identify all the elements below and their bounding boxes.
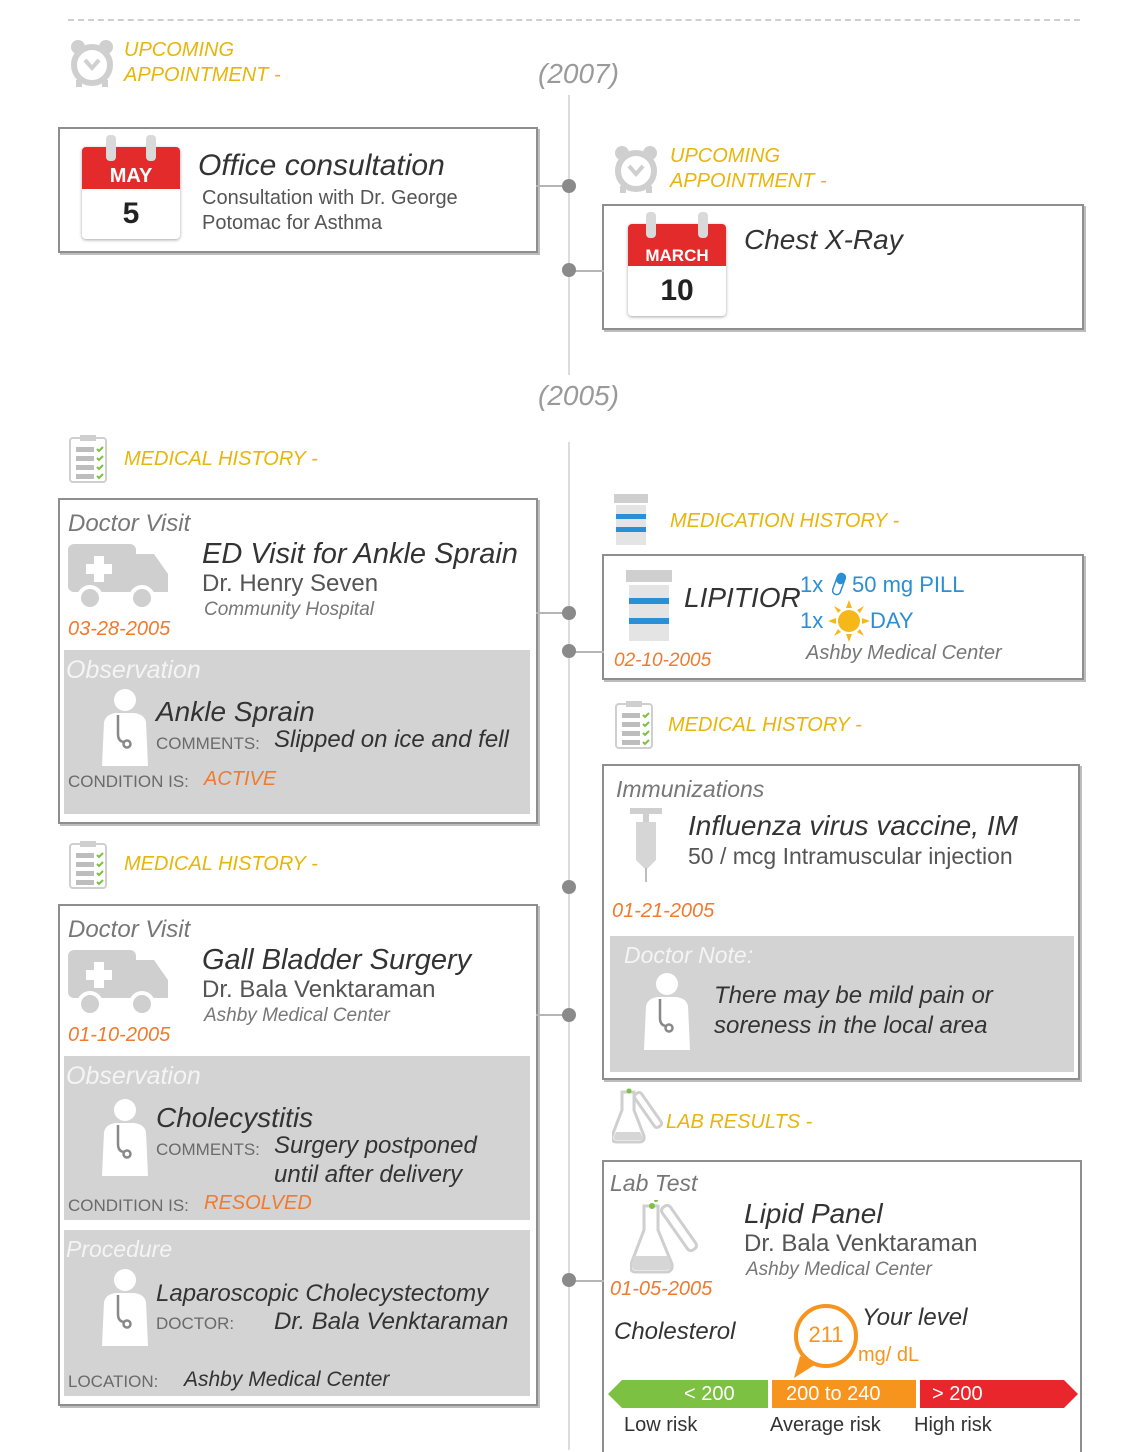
doctor-icon — [640, 972, 694, 1052]
condition-label: CONDITION IS: — [68, 1196, 189, 1215]
card-type: Lab Test — [610, 1170, 698, 1196]
timeline-line — [568, 442, 570, 1450]
checklist-icon — [614, 700, 654, 750]
doctor-label: DOCTOR: — [156, 1314, 235, 1333]
metric-label: Cholesterol — [614, 1318, 736, 1345]
card-type: Doctor Visit — [68, 916, 191, 943]
appointment-desc: Consultation with Dr. George — [202, 187, 458, 209]
comments-text: until after delivery — [274, 1161, 463, 1188]
ambulance-icon — [68, 946, 172, 1020]
calendar-icon: MARCH 10 — [628, 224, 726, 316]
lab-card[interactable] — [602, 1160, 1082, 1452]
condition-label: CONDITION IS: — [68, 772, 189, 791]
calendar-day: 5 — [122, 197, 140, 231]
year-label: (2005) — [538, 380, 619, 411]
lab-title: Lipid Panel — [744, 1198, 883, 1229]
observation-block — [64, 650, 530, 814]
visit-location: Ashby Medical Center — [204, 1005, 390, 1026]
risk-range-low: < 200 — [684, 1383, 735, 1405]
syringe-icon — [626, 808, 666, 882]
dose-count: 1x — [800, 572, 824, 597]
lab-doctor: Dr. Bala Venktaraman — [744, 1230, 978, 1257]
pill-bottle-icon — [626, 570, 672, 642]
appointment-title: Office consultation — [198, 149, 445, 182]
comments-label: COMMENTS: — [156, 734, 260, 753]
doctor-icon — [98, 1268, 152, 1348]
timeline-dot — [562, 880, 576, 894]
timeline-line — [568, 95, 570, 375]
risk-label-low: Low risk — [624, 1414, 698, 1436]
section-title: LAB RESULTS - — [666, 1111, 813, 1133]
procedure-location: Ashby Medical Center — [184, 1368, 390, 1391]
immunization-card[interactable] — [602, 764, 1080, 1080]
your-level-label: Your level — [862, 1304, 968, 1331]
timeline-dot — [562, 1273, 576, 1287]
doctor-note-block — [610, 936, 1074, 1072]
timeline-dot — [562, 1008, 576, 1022]
level-bubble — [790, 1302, 862, 1380]
visit-doctor: Dr. Henry Seven — [202, 570, 379, 597]
visit-location: Community Hospital — [204, 599, 374, 620]
alarm-clock-icon — [68, 38, 116, 88]
section-title: MEDICAL HISTORY - — [124, 448, 318, 470]
procedure-block — [64, 1230, 530, 1396]
observation-block — [64, 1056, 530, 1220]
location-label: LOCATION: — [68, 1372, 159, 1391]
level-unit: mg/ dL — [858, 1344, 920, 1366]
lab-date: 01-05-2005 — [610, 1278, 713, 1300]
frequency-count: 1x — [800, 608, 824, 633]
condition-status: ACTIVE — [204, 768, 277, 790]
section-title: UPCOMING APPOINTMENT - — [670, 145, 827, 192]
history-card[interactable] — [58, 498, 538, 824]
visit-date: 03-28-2005 — [68, 618, 171, 640]
medication-name: LIPITIOR — [684, 582, 801, 613]
medication-card[interactable] — [602, 554, 1084, 680]
condition-status: RESOLVED — [204, 1192, 312, 1214]
sun-icon — [828, 600, 870, 642]
vaccine-title: Influenza virus vaccine, IM — [688, 810, 1018, 841]
observation-title: Cholecystitis — [156, 1102, 314, 1133]
appointment-card[interactable] — [602, 204, 1084, 330]
section-title: MEDICAL HISTORY - — [124, 853, 318, 875]
appointment-desc: Potomac for Asthma — [202, 212, 383, 234]
doctor-note-text: There may be mild pain or — [714, 982, 993, 1009]
visit-title: ED Visit for Ankle Sprain — [202, 538, 518, 570]
doctor-note-label: Doctor Note: — [624, 942, 754, 968]
history-card[interactable] — [58, 904, 538, 1406]
risk-label-average: Average risk — [770, 1414, 881, 1436]
comments-text: Slipped on ice and fell — [274, 726, 509, 753]
medication-date: 02-10-2005 — [614, 650, 712, 671]
medication-location: Ashby Medical Center — [806, 642, 1002, 664]
doctor-icon — [98, 1098, 152, 1178]
visit-date: 01-10-2005 — [68, 1024, 171, 1046]
top-divider — [68, 19, 1080, 21]
calendar-icon: MAY 5 — [82, 147, 180, 239]
timeline-dot — [562, 606, 576, 620]
observation-label: Observation — [66, 656, 201, 684]
comments-label: COMMENTS: — [156, 1140, 260, 1159]
checklist-icon — [68, 840, 108, 890]
dose: 50 mg PILL — [852, 572, 965, 597]
vaccine-detail: 50 / mcg Intramuscular injection — [688, 843, 1013, 869]
timeline-dot — [562, 263, 576, 277]
doctor-note-text: soreness in the local area — [714, 1012, 988, 1039]
section-title: MEDICATION HISTORY - — [670, 510, 900, 532]
observation-title: Ankle Sprain — [156, 696, 315, 727]
risk-range-average: 200 to 240 — [786, 1383, 881, 1405]
year-label: (2007) — [538, 58, 619, 89]
lab-location: Ashby Medical Center — [746, 1259, 932, 1280]
card-type: Doctor Visit — [68, 510, 191, 537]
section-title: MEDICAL HISTORY - — [668, 714, 862, 736]
calendar-day: 10 — [660, 274, 694, 308]
frequency: DAY — [870, 608, 914, 633]
procedure-title: Laparoscopic Cholecystectomy — [156, 1280, 489, 1307]
appointment-card[interactable] — [58, 127, 538, 253]
checklist-icon — [68, 434, 108, 484]
visit-doctor: Dr. Bala Venktaraman — [202, 976, 436, 1003]
lab-flask-icon — [612, 1088, 666, 1144]
immunization-date: 01-21-2005 — [612, 900, 715, 922]
visit-title: Gall Bladder Surgery — [202, 944, 472, 976]
risk-label-high: High risk — [914, 1414, 992, 1436]
alarm-clock-icon — [612, 144, 660, 194]
risk-range-high: > 200 — [932, 1383, 983, 1405]
lab-flask-icon — [630, 1200, 700, 1274]
timeline-dot — [562, 179, 576, 193]
risk-scale — [608, 1380, 1078, 1408]
timeline-dot — [562, 644, 576, 658]
comments-text: Surgery postponed — [274, 1132, 477, 1159]
doctor-icon — [98, 688, 152, 768]
appointment-title: Chest X-Ray — [744, 224, 903, 255]
observation-label: Observation — [66, 1062, 201, 1090]
pill-icon — [832, 572, 846, 596]
ambulance-icon — [68, 540, 172, 614]
level-value: 211 — [808, 1322, 844, 1347]
procedure-doctor: Dr. Bala Venktaraman — [274, 1308, 509, 1335]
procedure-label: Procedure — [66, 1236, 173, 1262]
card-type: Immunizations — [616, 776, 765, 802]
section-title: UPCOMING APPOINTMENT - — [124, 39, 281, 86]
pill-bottle-icon — [614, 494, 648, 546]
